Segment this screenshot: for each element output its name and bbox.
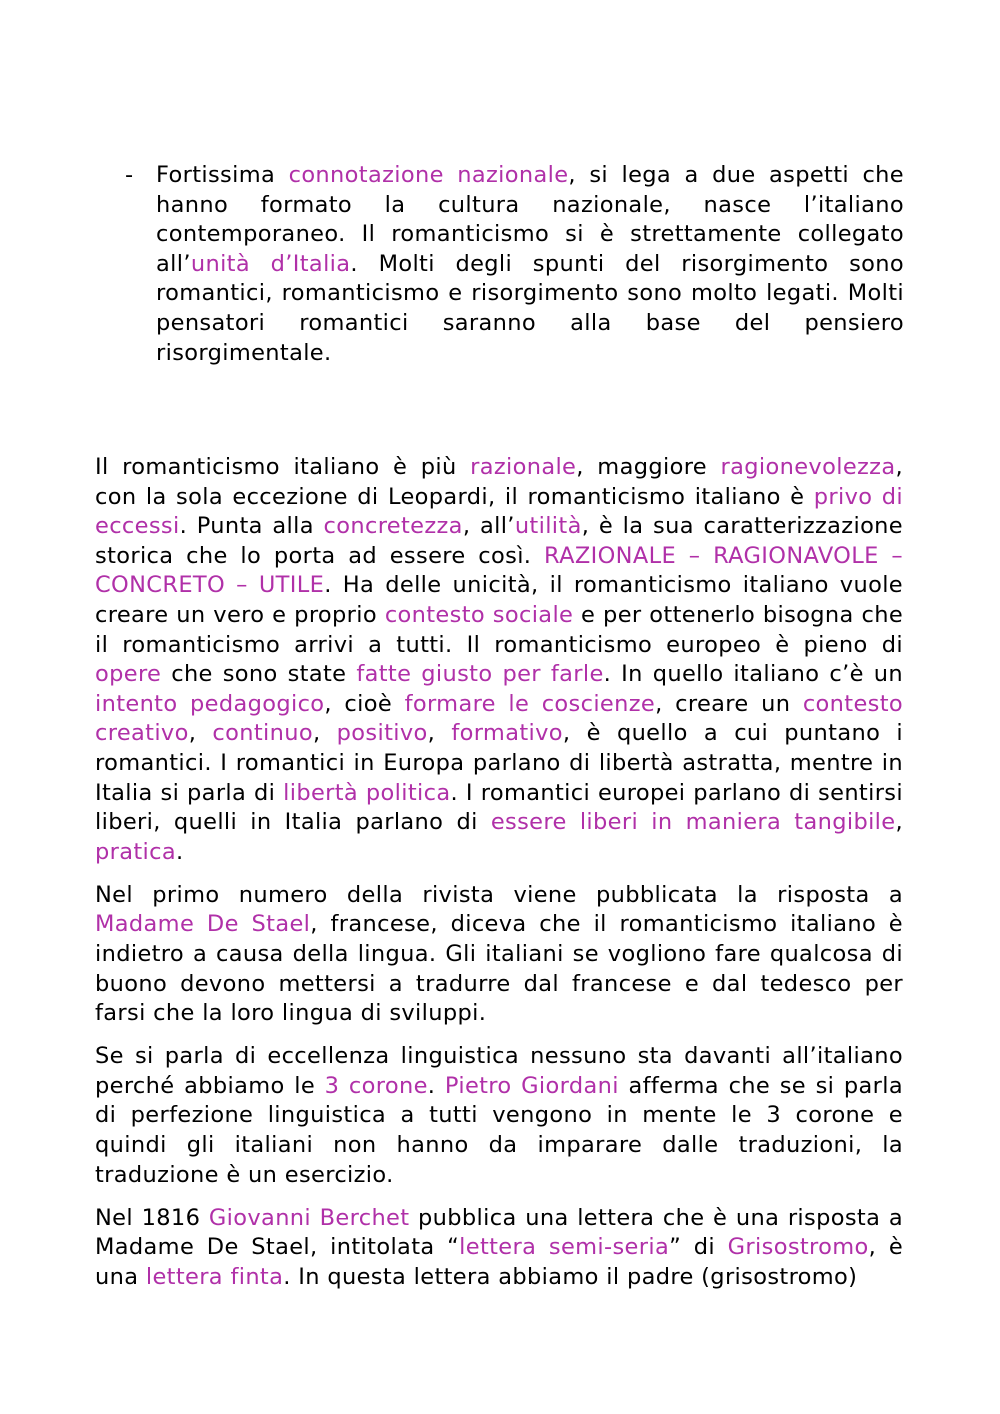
text-run: , xyxy=(427,720,452,747)
highlighted-term: 3 corone xyxy=(324,1072,428,1099)
text-run: ” di xyxy=(669,1234,728,1261)
text-run: e per ottenerlo bisogna che il romanticismo arrivi a tutti. Il romanticismo europeo è pieno di xyxy=(95,601,904,658)
text-run: , è quello a cui puntano i romantici. I romantici in Europa parlano di libertà astratta, mentre in Italia si parla di xyxy=(95,720,903,806)
highlighted-term: pratica xyxy=(95,838,177,865)
text-run: , si lega a due aspetti che hanno formato la cultura nazionale, nasce l’italiano contemporaneo. Il romanticismo si è strettamente collegato all’ xyxy=(156,162,904,277)
highlighted-term: fatte giusto per farle xyxy=(356,661,604,688)
text-run: . Ha delle unicità, il romanticismo italiano vuole creare un vero e proprio xyxy=(95,572,903,628)
text-run: . Punta alla xyxy=(179,513,324,540)
text-run: Nel 1816 xyxy=(95,1204,209,1231)
highlighted-term: ragionevolezza xyxy=(720,454,896,480)
highlighted-term: Pietro Giordani xyxy=(444,1072,619,1099)
highlighted-term: opere xyxy=(95,661,162,688)
highlighted-term: contesto creativo xyxy=(95,690,903,747)
text-run: . In questa lettera abbiamo il padre (grisostromo) xyxy=(283,1263,858,1290)
text-run: afferma che se si parla di perfezione linguistica a tutti vengono in mente le 3 corone e quindi gli italiani non hanno da imparare dalle traduzioni, la traduzione è un esercizio. xyxy=(95,1072,903,1188)
text-run: Fortissima xyxy=(156,162,289,188)
paragraph-madame-de-stael xyxy=(95,881,903,1029)
body-text xyxy=(95,453,903,1306)
highlighted-term: Madame De Stael xyxy=(95,911,311,938)
highlighted-term: Giovanni Berchet xyxy=(208,1204,410,1231)
paragraph-tre-corone xyxy=(95,1042,903,1190)
highlighted-term: RAZIONALE – RAGIONAVOLE – CONCRETO – UTILE xyxy=(95,542,904,599)
bullet-marker: - xyxy=(125,162,134,188)
text-run: , è la sua caratterizzazione storica che lo porta ad essere così. xyxy=(95,513,903,569)
text-run: , creare un xyxy=(655,690,803,717)
text-run: pubblica una lettera che è una risposta a Madame De Stael, intitolata “ xyxy=(95,1204,903,1261)
highlighted-term: connotazione nazionale xyxy=(288,162,569,188)
paragraph-romanticismo-italiano xyxy=(95,453,903,867)
text-run: . I romantici europei parlano di sentirsi liberi, quelli in Italia parlano di xyxy=(95,779,903,836)
highlighted-term: privo di eccessi xyxy=(95,483,904,540)
text-run: , xyxy=(312,720,337,747)
text-run: , con la sola eccezione di Leopardi, il romanticismo italiano è xyxy=(95,454,903,510)
text-run: Nel primo numero della rivista viene pubblicata la risposta a xyxy=(95,881,903,908)
paragraph-giovanni-berchet xyxy=(95,1204,903,1293)
highlighted-term: continuo xyxy=(212,720,313,747)
highlighted-term: formativo xyxy=(451,720,563,747)
highlighted-term: positivo xyxy=(336,720,428,747)
highlighted-term: unità d’Italia xyxy=(190,250,351,277)
text-run: , maggiore xyxy=(576,454,721,480)
text-run: . In quello italiano c’è un xyxy=(603,661,903,688)
bullet-list-item xyxy=(125,161,905,368)
text-run: , xyxy=(188,720,213,747)
text-run: che sono state xyxy=(161,661,357,688)
highlighted-term: utilità xyxy=(514,513,582,540)
highlighted-term: lettera finta xyxy=(145,1263,284,1290)
text-run: . xyxy=(176,838,184,865)
highlighted-term: razionale xyxy=(470,454,577,480)
highlighted-term: essere liberi in maniera tangibile xyxy=(490,809,896,836)
text-run: . Molti degli spunti del risorgimento sono romantici, romanticismo e risorgimento sono molto legati. Molti pensatori romantici saranno alla base del pensiero risorgimentale. xyxy=(156,250,904,366)
bullet-text xyxy=(156,161,904,368)
highlighted-term: libertà politica xyxy=(283,779,451,806)
text-run: Se si parla di eccellenza linguistica nessuno sta davanti all’italiano perché abbiamo le xyxy=(95,1043,903,1099)
highlighted-term: lettera semi-seria xyxy=(459,1234,670,1261)
text-run: , è una xyxy=(95,1234,904,1290)
text-run: . xyxy=(427,1072,445,1099)
text-run: , francese, diceva che il romanticismo italiano è indietro a causa della lingua. Gli italiani se vogliono fare qualcosa di buono devono mettersi a tradurre dal francese e dal tedesco per farsi che la loro lingua di sviluppi. xyxy=(95,911,904,1027)
text-run: , cioè xyxy=(324,690,405,717)
text-run: , all’ xyxy=(462,513,515,540)
highlighted-term: intento pedagogico xyxy=(95,690,325,717)
highlighted-term: concretezza xyxy=(323,513,463,540)
text-run: Il romanticismo italiano è più xyxy=(95,454,471,480)
highlighted-term: contesto sociale xyxy=(384,601,574,628)
highlighted-term: Grisostromo xyxy=(727,1234,869,1261)
highlighted-term: formare le coscienze xyxy=(404,690,656,717)
text-run: , xyxy=(895,809,903,836)
